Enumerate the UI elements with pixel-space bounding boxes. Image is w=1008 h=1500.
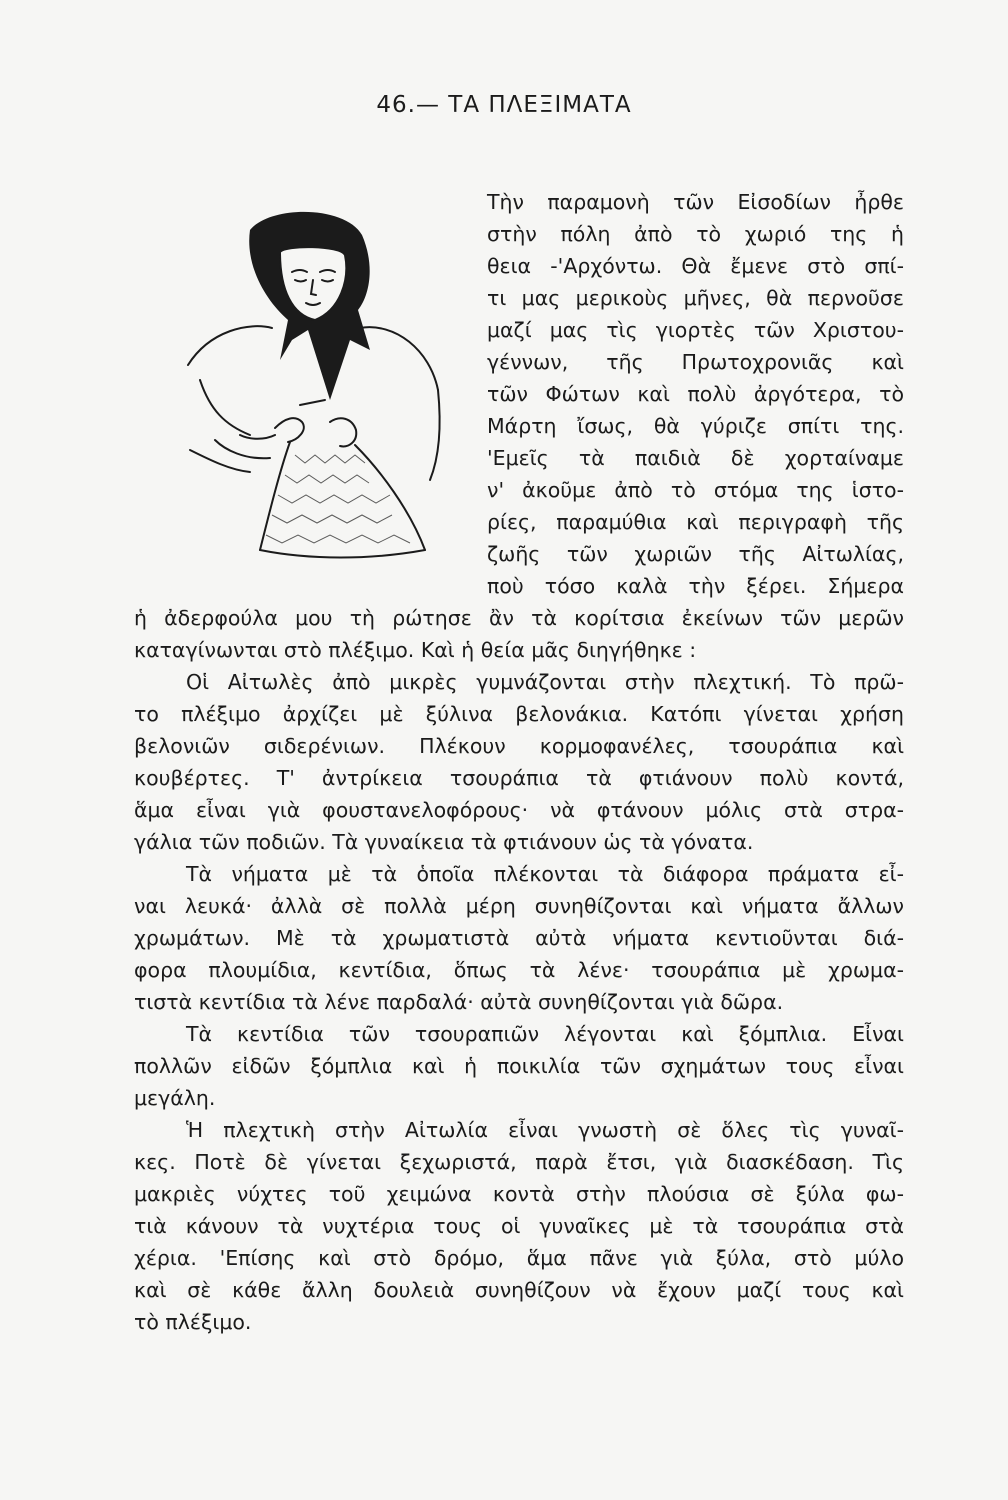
text-line: καὶ σὲ κάθε ἄλλη δουλειὰ συνηθίζουν νὰ ἔχουν μαζί τους καὶ — [134, 1278, 904, 1302]
text-line: μαζί μας τὶς γιορτὲς τῶν Χριστου- — [487, 318, 904, 342]
text-line: Ἡ πλεχτικὴ στὴν Αἰτωλία εἶναι γνωστὴ σὲ ὅλες τὶς γυναῖ- — [186, 1118, 904, 1142]
text-line: τὸ πλέξιμο. — [134, 1310, 252, 1334]
text-line: Τὰ κεντίδια τῶν τσουραπιῶν λέγονται καὶ ξόμπλια. Εἶναι — [186, 1022, 904, 1046]
text-line: τιστὰ κεντίδια τὰ λένε παρδαλά· αὐτὰ συνηθίζονται γιὰ δῶρα. — [134, 990, 784, 1014]
text-line: ναι λευκά· ἀλλὰ σὲ πολλὰ μέρη συνηθίζονται καὶ νήματα ἄλλων — [134, 894, 904, 918]
chapter-title: 46.— ΤΑ ΠΛΕΞΙΜΑΤΑ — [376, 92, 632, 118]
text-line: γάλια τῶν ποδιῶν. Τὰ γυναίκεια τὰ φτιάνουν ὡς τὰ γόνατα. — [134, 830, 754, 854]
text-line: 'Εμεῖς τὰ παιδιὰ δὲ χορταίναμε — [487, 446, 904, 470]
text-line: θεια -'Αρχόντω. Θὰ ἔμενε στὸ σπί- — [487, 254, 904, 278]
text-line: ρίες, παραμύθια καὶ περιγραφὴ τῆς — [487, 510, 904, 534]
text-line: τῶν Φώτων καὶ πολὺ ἀργότερα, τὸ — [487, 382, 904, 406]
text-line: Τὴν παραμονὴ τῶν Εἰσοδίων ἦρθε — [487, 190, 904, 214]
text-line: γέννων, τῆς Πρωτοχρονιᾶς καὶ — [487, 350, 904, 374]
text-line: τιὰ κάνουν τὰ νυχτέρια τους οἱ γυναῖκες μὲ τὰ τσουράπια στὰ — [134, 1214, 904, 1238]
text-line: κες. Ποτὲ δὲ γίνεται ξεχωριστά, παρὰ ἔτσι, γιὰ διασκέδαση. Τὶς — [134, 1150, 904, 1174]
text-line: βελονιῶν σιδερένιων. Πλέκουν κορμοφανέλες, τσουράπια καὶ — [134, 734, 904, 758]
text-line: στὴν πόλη ἀπὸ τὸ χωριό της ἡ — [487, 222, 904, 246]
text-line: ἡ ἀδερφούλα μου τὴ ρώτησε ἂν τὰ κορίτσια ἐκείνων τῶν μερῶν — [134, 606, 904, 630]
text-line: ν' ἀκοῦμε ἀπὸ τὸ στόμα της ἱστο- — [487, 478, 904, 502]
text-line: Μάρτη ἴσως, θὰ γύριζε σπίτι της. — [487, 414, 904, 438]
text-line: Τὰ νήματα μὲ τὰ ὁποῖα πλέκονται τὰ διάφορα πράματα εἶ- — [186, 862, 904, 886]
text-line: φορα πλουμίδια, κεντίδια, ὅπως τὰ λένε· τσουράπια μὲ χρωμα- — [134, 958, 904, 982]
woman-knitting-illustration — [180, 210, 455, 585]
text-line: καταγίνωνται στὸ πλέξιμο. Καὶ ἡ θεία μᾶς διηγήθηκε : — [134, 638, 697, 662]
text-line: χρωμάτων. Μὲ τὰ χρωματιστὰ αὐτὰ νήματα κεντιοῦνται διά- — [134, 926, 904, 950]
text-line: μεγάλη. — [134, 1086, 216, 1110]
text-line: τι μας μερικοὺς μῆνες, θὰ περνοῦσε — [487, 286, 904, 310]
text-line: ἅμα εἶναι γιὰ φουστανελοφόρους· νὰ φτάνουν μόλις στὰ στρα- — [134, 798, 904, 822]
text-line: πολλῶν εἰδῶν ξόμπλια καὶ ἡ ποικιλία τῶν σχημάτων τους εἶναι — [134, 1054, 904, 1078]
text-line: Οἱ Αἰτωλὲς ἀπὸ μικρὲς γυμνάζονται στὴν πλεχτική. Τὸ πρῶ- — [186, 670, 904, 694]
text-line: το πλέξιμο ἀρχίζει μὲ ξύλινα βελονάκια. Κατόπι γίνεται χρήση — [134, 702, 904, 726]
text-line: κουβέρτες. Τ' ἀντρίκεια τσουράπια τὰ φτιάνουν πολὺ κοντά, — [134, 766, 904, 790]
text-line: χέρια. 'Επίσης καὶ στὸ δρόμο, ἅμα πᾶνε γιὰ ξύλα, στὸ μύλο — [134, 1246, 904, 1270]
text-line: μακριὲς νύχτες τοῦ χειμώνα κοντὰ στὴν πλούσια σὲ ξύλα φω- — [134, 1182, 904, 1206]
text-line: ζωῆς τῶν χωριῶν τῆς Αἰτωλίας, — [487, 542, 904, 566]
text-line: ποὺ τόσο καλὰ τὴν ξέρει. Σήμερα — [487, 574, 904, 598]
